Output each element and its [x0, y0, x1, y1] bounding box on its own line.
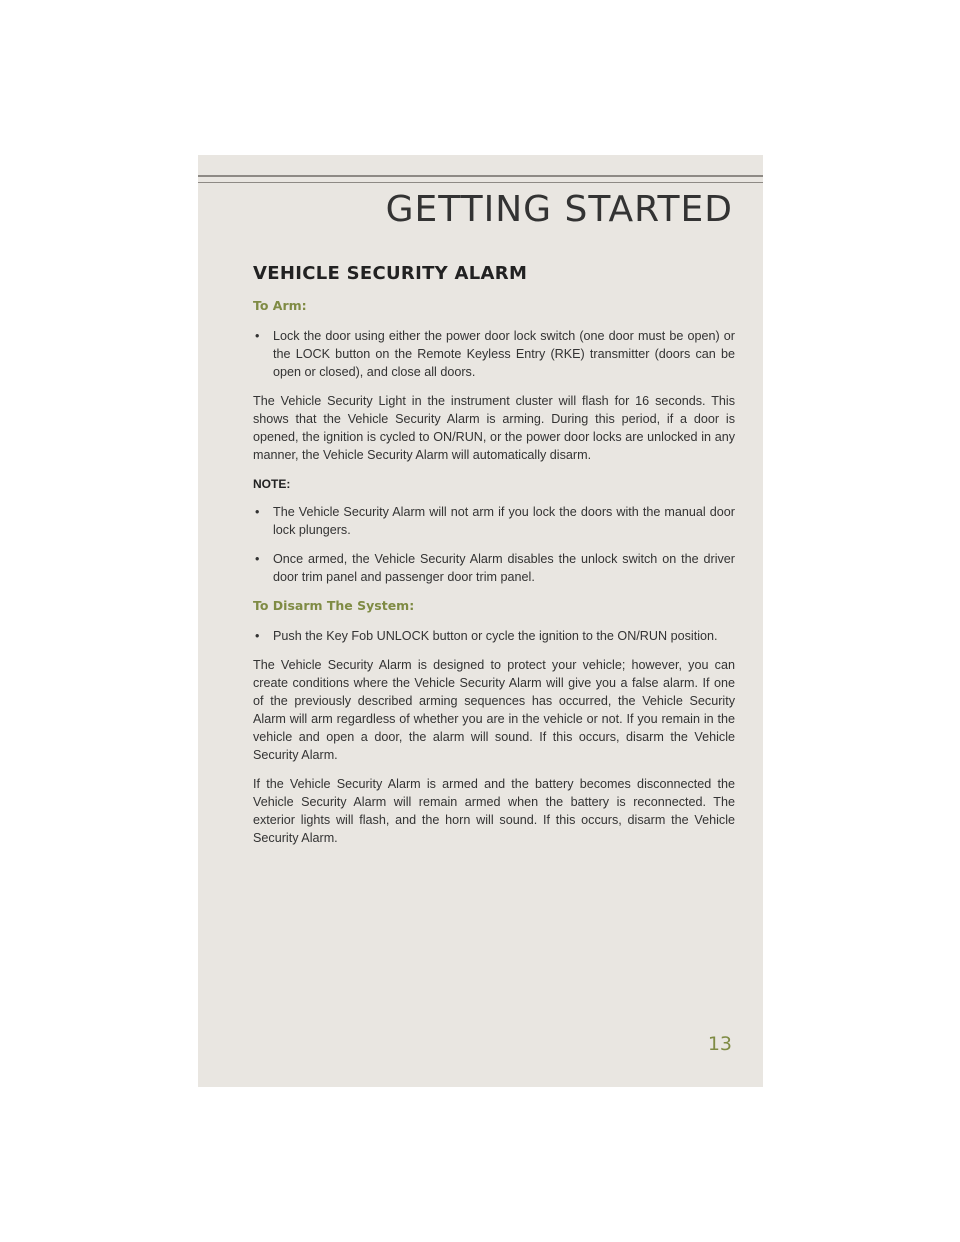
- to-arm-heading: To Arm:: [253, 298, 307, 313]
- disarm-paragraph-2: If the Vehicle Security Alarm is armed and the battery becomes disconnected the Vehicle Security Alarm will remain armed when the battery is reconnected. The exterior lights will flash, and the horn will sound. If this occurs, disarm the Vehicle Security Alarm.: [253, 777, 735, 845]
- disarm-paragraph-1: The Vehicle Security Alarm is designed to protect your vehicle; however, you can create conditions where the Vehicle Security Alarm will give you a false alarm. If one of the previously described arming sequences has occurred, the Vehicle Security Alarm will arm regardless of whether you are in the vehicle or not. If you remain in the vehicle and open a door, the alarm will sound. If this occurs, disarm the Vehicle Security Alarm.: [253, 658, 735, 762]
- list-item: • The Vehicle Security Alarm will not arm if you lock the doors with the manual door lock plungers.: [253, 503, 735, 539]
- header-rule-top: [198, 175, 763, 177]
- to-disarm-list: [253, 627, 735, 645]
- page-title: VEHICLE SECURITY ALARM: [253, 263, 528, 284]
- to-arm-paragraph: The Vehicle Security Light in the instrument cluster will flash for 16 seconds. This shows that the Vehicle Security Alarm is arming. During this period, if a door is opened, the ignition is cycled to ON/RUN, or the power door locks are unlocked in any manner, the Vehicle Security Alarm will automatically disarm.: [253, 394, 735, 462]
- to-arm-list: [253, 327, 735, 381]
- list-item: • Once armed, the Vehicle Security Alarm disables the unlock switch on the driver door trim panel and passenger door trim panel.: [253, 550, 735, 586]
- note-label: NOTE:: [253, 477, 291, 491]
- list-item: • Lock the door using either the power door lock switch (one door must be open) or the LOCK button on the Remote Keyless Entry (RKE) transmitter (doors can be open or closed), and close all doors.: [253, 327, 735, 381]
- to-disarm-heading: To Disarm The System:: [253, 598, 415, 613]
- page-number: 13: [707, 1033, 732, 1055]
- list-item: • Push the Key Fob UNLOCK button or cycle the ignition to the ON/RUN position.: [253, 627, 735, 645]
- page-content: [253, 265, 735, 858]
- header-rule-bottom: [198, 182, 763, 183]
- section-header: GETTING STARTED: [385, 189, 733, 230]
- manual-page: [198, 155, 763, 1087]
- note-list: [253, 503, 735, 586]
